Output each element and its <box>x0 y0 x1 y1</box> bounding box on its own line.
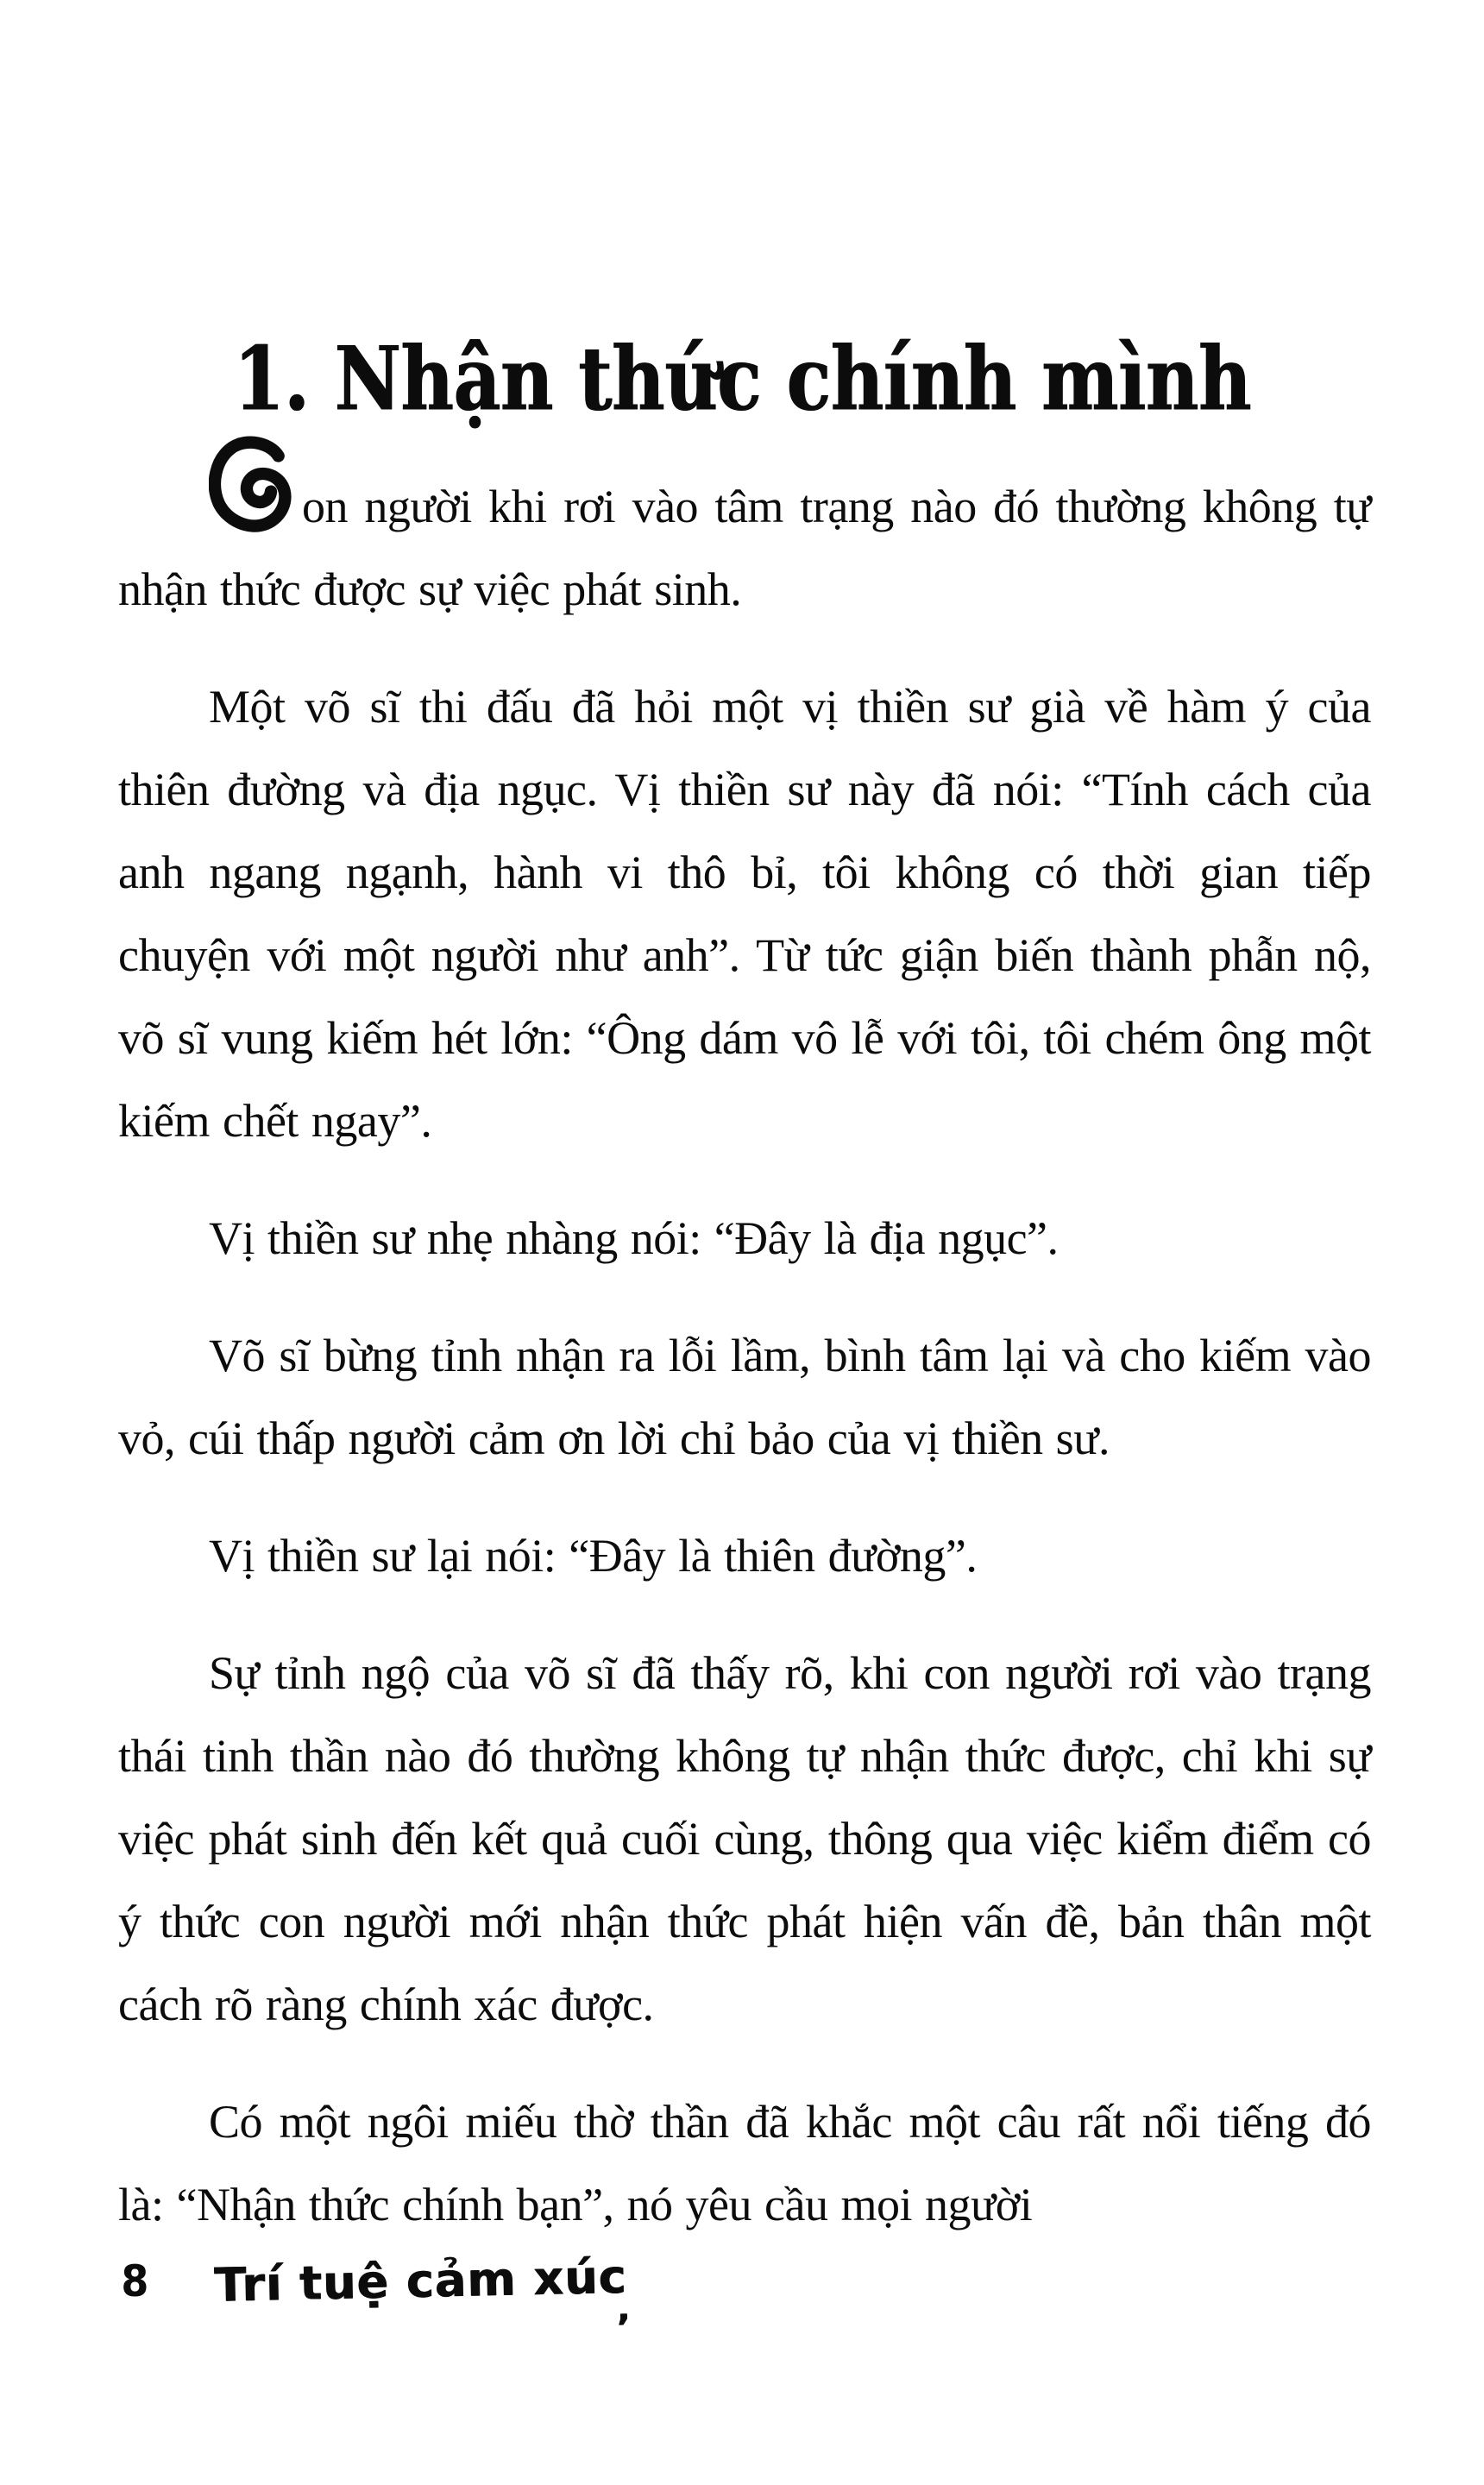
paragraph: Có một ngôi miếu thờ thần đã khắc một câu rất nổi tiếng đó là: “Nhận thức chính bạn”, nó yêu cầu mọi người <box>118 2096 1371 2230</box>
paragraph: Vị thiền sư lại nói: “Đây là thiên đường”. <box>209 1530 978 1582</box>
book-logo-text: Trí tuệ cảm xúc <box>213 2249 627 2313</box>
paragraph-intro <box>118 436 1371 631</box>
paragraph: Võ sĩ bừng tỉnh nhận ra lỗi lầm, bình tâm lại và cho kiếm vào vỏ, cúi thấp người cảm ơn lời chỉ bảo của vị thiền sư. <box>118 1330 1371 1464</box>
page-footer <box>120 2249 632 2350</box>
paragraph: Sự tỉnh ngộ của võ sĩ đã thấy rõ, khi con người rơi vào trạng thái tinh thần nào đó thường không tự nhận thức được, chỉ khi sự việc phát sinh đến kết quả cuối cùng, thông qua việc kiểm điểm có ý thức con người mới nhận thức phát hiện vấn đề, bản thân một cách rõ ràng chính xác được. <box>118 1647 1371 2030</box>
spiral-dropcap-c-icon <box>209 436 292 534</box>
book-logo <box>213 2249 632 2350</box>
paragraph-text: on người khi rơi vào tâm trạng nào đó thường không tự nhận thức được sự việc phát sinh. <box>118 481 1371 615</box>
page-body <box>118 436 1371 2281</box>
page-number: 8 <box>121 2255 149 2306</box>
paragraph: Vị thiền sư nhẹ nhàng nói: “Đây là địa ngục”. <box>209 1212 1059 1264</box>
stray-ink-mark: ’ <box>615 2306 632 2350</box>
chapter-title: 1. Nhận thức chính mình <box>233 326 1251 431</box>
paragraph: Một võ sĩ thi đấu đã hỏi một vị thiền sư già về hàm ý của thiên đường và địa ngục. Vị thiền sư này đã nói: “Tính cách của anh ngang ngạnh, hành vi thô bỉ, tôi không có thời gian tiếp chuyện với một người như anh”. Từ tức giận biến thành phẫn nộ, võ sĩ vung kiếm hét lớn: “Ông dám vô lễ với tôi, tôi chém ông một kiếm chết ngay”. <box>118 681 1371 1147</box>
